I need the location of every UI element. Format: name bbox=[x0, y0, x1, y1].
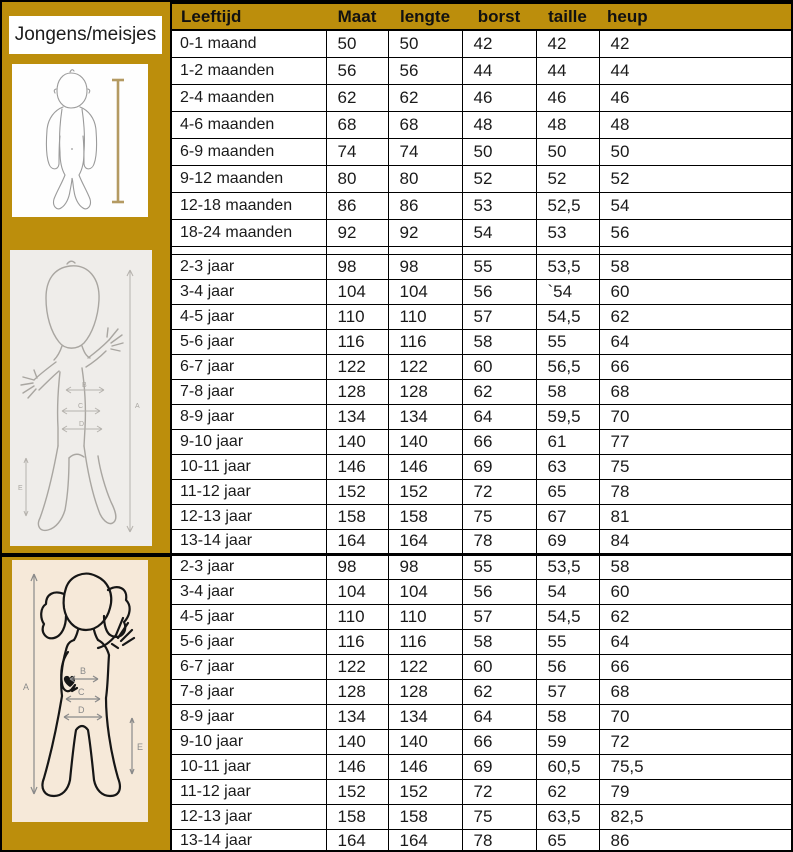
age-cell: 11-12 jaar bbox=[171, 779, 326, 804]
heup-cell: 48 bbox=[599, 111, 792, 138]
borst-cell: 57 bbox=[462, 304, 536, 329]
spacer-cell bbox=[536, 246, 599, 254]
taille-cell: 60,5 bbox=[536, 754, 599, 779]
girls-table-row bbox=[171, 654, 792, 679]
heup-cell: 70 bbox=[599, 404, 792, 429]
heup-cell: 79 bbox=[599, 779, 792, 804]
borst-cell: 69 bbox=[462, 454, 536, 479]
girls-table-row bbox=[171, 779, 792, 804]
heup-cell: 66 bbox=[599, 354, 792, 379]
maat-cell: 98 bbox=[326, 554, 388, 579]
heup-cell: 77 bbox=[599, 429, 792, 454]
girl-label-E: E bbox=[137, 742, 144, 752]
age-cell: 4-6 maanden bbox=[171, 111, 326, 138]
age-cell: 13-14 jaar bbox=[171, 529, 326, 554]
maat-cell: 50 bbox=[326, 30, 388, 57]
maat-cell: 110 bbox=[326, 304, 388, 329]
heup-cell: 66 bbox=[599, 654, 792, 679]
lengte-cell: 68 bbox=[388, 111, 462, 138]
age-cell: 2-3 jaar bbox=[171, 254, 326, 279]
taille-cell: 69 bbox=[536, 529, 599, 554]
borst-cell: 72 bbox=[462, 479, 536, 504]
lengte-cell: 164 bbox=[388, 829, 462, 852]
boy-label-C: C bbox=[78, 403, 84, 410]
maat-cell: 122 bbox=[326, 354, 388, 379]
age-cell: 8-9 jaar bbox=[171, 404, 326, 429]
maat-cell: 98 bbox=[326, 254, 388, 279]
header-lengte: lengte bbox=[388, 3, 462, 30]
age-cell: 12-18 maanden bbox=[171, 192, 326, 219]
maat-cell: 128 bbox=[326, 679, 388, 704]
taille-cell: 52,5 bbox=[536, 192, 599, 219]
lengte-cell: 134 bbox=[388, 404, 462, 429]
borst-cell: 62 bbox=[462, 379, 536, 404]
girls-table-row bbox=[171, 729, 792, 754]
header-heup: heup bbox=[599, 3, 792, 30]
lengte-cell: 152 bbox=[388, 479, 462, 504]
header-row bbox=[171, 3, 792, 30]
boy-label-D: D bbox=[79, 421, 85, 428]
lengte-cell: 104 bbox=[388, 279, 462, 304]
borst-cell: 60 bbox=[462, 354, 536, 379]
maat-cell: 140 bbox=[326, 429, 388, 454]
heup-cell: 56 bbox=[599, 219, 792, 246]
maat-cell: 146 bbox=[326, 454, 388, 479]
lengte-cell: 98 bbox=[388, 554, 462, 579]
age-cell: 7-8 jaar bbox=[171, 379, 326, 404]
borst-cell: 60 bbox=[462, 654, 536, 679]
lengte-cell: 56 bbox=[388, 57, 462, 84]
boy-label-A: A bbox=[135, 403, 140, 410]
age-cell: 12-13 jaar bbox=[171, 504, 326, 529]
borst-cell: 66 bbox=[462, 729, 536, 754]
borst-cell: 78 bbox=[462, 829, 536, 852]
baby-figure-image bbox=[12, 64, 148, 217]
maat-cell: 116 bbox=[326, 629, 388, 654]
borst-cell: 54 bbox=[462, 219, 536, 246]
heup-cell: 82,5 bbox=[599, 804, 792, 829]
maat-cell: 146 bbox=[326, 754, 388, 779]
header-maat: Maat bbox=[326, 3, 388, 30]
header-taille: taille bbox=[536, 3, 599, 30]
girls-table-row bbox=[171, 679, 792, 704]
section-separator-line bbox=[2, 553, 170, 557]
heup-cell: 64 bbox=[599, 329, 792, 354]
age-cell: 10-11 jaar bbox=[171, 754, 326, 779]
heup-cell: 54 bbox=[599, 192, 792, 219]
maat-cell: 158 bbox=[326, 804, 388, 829]
spacer-cell bbox=[462, 246, 536, 254]
category-label: Jongens/meisjes bbox=[9, 16, 162, 54]
boys-table-row bbox=[171, 504, 792, 529]
heup-cell: 60 bbox=[599, 579, 792, 604]
boys-table-row bbox=[171, 404, 792, 429]
taille-cell: 55 bbox=[536, 329, 599, 354]
maat-cell: 104 bbox=[326, 579, 388, 604]
borst-cell: 57 bbox=[462, 604, 536, 629]
spacer-cell bbox=[326, 246, 388, 254]
taille-cell: 44 bbox=[536, 57, 599, 84]
heup-cell: 46 bbox=[599, 84, 792, 111]
girl-label-C: C bbox=[78, 687, 85, 697]
age-cell: 11-12 jaar bbox=[171, 479, 326, 504]
heup-cell: 81 bbox=[599, 504, 792, 529]
age-cell: 10-11 jaar bbox=[171, 454, 326, 479]
taille-cell: 46 bbox=[536, 84, 599, 111]
heup-cell: 62 bbox=[599, 604, 792, 629]
maat-cell: 134 bbox=[326, 404, 388, 429]
taille-cell: 57 bbox=[536, 679, 599, 704]
heup-cell: 62 bbox=[599, 304, 792, 329]
boys-table-row bbox=[171, 329, 792, 354]
taille-cell: 48 bbox=[536, 111, 599, 138]
girls-table-row bbox=[171, 604, 792, 629]
taille-cell: 59,5 bbox=[536, 404, 599, 429]
borst-cell: 64 bbox=[462, 704, 536, 729]
age-cell: 4-5 jaar bbox=[171, 304, 326, 329]
age-cell: 12-13 jaar bbox=[171, 804, 326, 829]
lengte-cell: 116 bbox=[388, 629, 462, 654]
spacer-cell bbox=[388, 246, 462, 254]
lengte-cell: 152 bbox=[388, 779, 462, 804]
taille-cell: 61 bbox=[536, 429, 599, 454]
girls-table-row bbox=[171, 804, 792, 829]
lengte-cell: 62 bbox=[388, 84, 462, 111]
baby-table-row bbox=[171, 111, 792, 138]
baby-outline-icon bbox=[12, 64, 148, 217]
taille-cell: 63,5 bbox=[536, 804, 599, 829]
taille-cell: 53,5 bbox=[536, 554, 599, 579]
age-cell: 9-12 maanden bbox=[171, 165, 326, 192]
maat-cell: 140 bbox=[326, 729, 388, 754]
borst-cell: 55 bbox=[462, 254, 536, 279]
lengte-cell: 140 bbox=[388, 429, 462, 454]
taille-cell: 67 bbox=[536, 504, 599, 529]
taille-cell: 56,5 bbox=[536, 354, 599, 379]
taille-cell: `54 bbox=[536, 279, 599, 304]
age-cell: 6-7 jaar bbox=[171, 354, 326, 379]
maat-cell: 122 bbox=[326, 654, 388, 679]
lengte-cell: 140 bbox=[388, 729, 462, 754]
lengte-cell: 80 bbox=[388, 165, 462, 192]
age-cell: 8-9 jaar bbox=[171, 704, 326, 729]
boy-label-E: E bbox=[18, 485, 23, 492]
baby-table-row bbox=[171, 192, 792, 219]
lengte-cell: 92 bbox=[388, 219, 462, 246]
heup-cell: 78 bbox=[599, 479, 792, 504]
borst-cell: 50 bbox=[462, 138, 536, 165]
heup-cell: 64 bbox=[599, 629, 792, 654]
maat-cell: 104 bbox=[326, 279, 388, 304]
header-leeftijd: Leeftijd bbox=[171, 3, 326, 30]
age-cell: 5-6 jaar bbox=[171, 629, 326, 654]
age-cell: 6-7 jaar bbox=[171, 654, 326, 679]
age-cell: 3-4 jaar bbox=[171, 279, 326, 304]
lengte-cell: 50 bbox=[388, 30, 462, 57]
lengte-cell: 110 bbox=[388, 304, 462, 329]
age-cell: 2-3 jaar bbox=[171, 554, 326, 579]
maat-cell: 152 bbox=[326, 779, 388, 804]
borst-cell: 42 bbox=[462, 30, 536, 57]
girls-table-row bbox=[171, 704, 792, 729]
heup-cell: 72 bbox=[599, 729, 792, 754]
borst-cell: 58 bbox=[462, 329, 536, 354]
girls-table-row bbox=[171, 579, 792, 604]
sidebar bbox=[2, 2, 170, 850]
baby-table-row bbox=[171, 30, 792, 57]
boy-measure-arrows bbox=[24, 270, 133, 532]
borst-cell: 64 bbox=[462, 404, 536, 429]
age-cell: 7-8 jaar bbox=[171, 679, 326, 704]
baby-table-row bbox=[171, 57, 792, 84]
maat-cell: 68 bbox=[326, 111, 388, 138]
girl-outline-icon bbox=[12, 560, 148, 822]
table-body bbox=[171, 30, 792, 852]
age-cell: 9-10 jaar bbox=[171, 729, 326, 754]
lengte-cell: 158 bbox=[388, 504, 462, 529]
boys-table-row bbox=[171, 429, 792, 454]
taille-cell: 52 bbox=[536, 165, 599, 192]
borst-cell: 53 bbox=[462, 192, 536, 219]
spacer-cell bbox=[599, 246, 792, 254]
heup-cell: 68 bbox=[599, 679, 792, 704]
lengte-cell: 98 bbox=[388, 254, 462, 279]
maat-cell: 74 bbox=[326, 138, 388, 165]
borst-cell: 46 bbox=[462, 84, 536, 111]
lengte-cell: 74 bbox=[388, 138, 462, 165]
borst-cell: 56 bbox=[462, 579, 536, 604]
taille-cell: 53 bbox=[536, 219, 599, 246]
maat-cell: 116 bbox=[326, 329, 388, 354]
lengte-cell: 146 bbox=[388, 454, 462, 479]
girl-label-A: A bbox=[23, 682, 30, 692]
borst-cell: 69 bbox=[462, 754, 536, 779]
maat-cell: 128 bbox=[326, 379, 388, 404]
borst-cell: 52 bbox=[462, 165, 536, 192]
heup-cell: 52 bbox=[599, 165, 792, 192]
lengte-cell: 146 bbox=[388, 754, 462, 779]
borst-cell: 44 bbox=[462, 57, 536, 84]
maat-cell: 164 bbox=[326, 529, 388, 554]
age-cell: 3-4 jaar bbox=[171, 579, 326, 604]
taille-cell: 58 bbox=[536, 379, 599, 404]
taille-cell: 59 bbox=[536, 729, 599, 754]
taille-cell: 65 bbox=[536, 479, 599, 504]
heup-cell: 58 bbox=[599, 254, 792, 279]
girl-measure-arrows bbox=[31, 574, 134, 794]
borst-cell: 66 bbox=[462, 429, 536, 454]
borst-cell: 72 bbox=[462, 779, 536, 804]
taille-cell: 54,5 bbox=[536, 604, 599, 629]
boys-table-row bbox=[171, 279, 792, 304]
maat-cell: 158 bbox=[326, 504, 388, 529]
girl-label-D: D bbox=[78, 705, 85, 715]
girls-table-row bbox=[171, 829, 792, 852]
lengte-cell: 128 bbox=[388, 679, 462, 704]
lengte-cell: 128 bbox=[388, 379, 462, 404]
taille-cell: 50 bbox=[536, 138, 599, 165]
boy-label-B: B bbox=[82, 382, 87, 389]
boys-table-row bbox=[171, 479, 792, 504]
borst-cell: 62 bbox=[462, 679, 536, 704]
boys-table-row bbox=[171, 379, 792, 404]
baby-table-row bbox=[171, 138, 792, 165]
borst-cell: 56 bbox=[462, 279, 536, 304]
borst-cell: 75 bbox=[462, 504, 536, 529]
boys-table-row bbox=[171, 254, 792, 279]
baby-table-row bbox=[171, 219, 792, 246]
lengte-cell: 122 bbox=[388, 654, 462, 679]
maat-cell: 152 bbox=[326, 479, 388, 504]
boys-table-row bbox=[171, 529, 792, 554]
age-cell: 6-9 maanden bbox=[171, 138, 326, 165]
maat-cell: 164 bbox=[326, 829, 388, 852]
maat-cell: 56 bbox=[326, 57, 388, 84]
lengte-cell: 122 bbox=[388, 354, 462, 379]
size-table-area bbox=[170, 2, 791, 850]
lengte-cell: 164 bbox=[388, 529, 462, 554]
size-table bbox=[170, 2, 793, 852]
age-cell: 13-14 jaar bbox=[171, 829, 326, 852]
borst-cell: 55 bbox=[462, 554, 536, 579]
girl-figure-image bbox=[12, 560, 148, 822]
taille-cell: 54,5 bbox=[536, 304, 599, 329]
age-cell: 18-24 maanden bbox=[171, 219, 326, 246]
heup-cell: 68 bbox=[599, 379, 792, 404]
age-cell: 1-2 maanden bbox=[171, 57, 326, 84]
borst-cell: 58 bbox=[462, 629, 536, 654]
heup-cell: 44 bbox=[599, 57, 792, 84]
lengte-cell: 110 bbox=[388, 604, 462, 629]
heup-cell: 60 bbox=[599, 279, 792, 304]
taille-cell: 63 bbox=[536, 454, 599, 479]
borst-cell: 48 bbox=[462, 111, 536, 138]
spacer-row bbox=[171, 246, 792, 254]
spacer-cell bbox=[171, 246, 326, 254]
height-measure-line bbox=[112, 80, 124, 202]
heup-cell: 75 bbox=[599, 454, 792, 479]
age-cell: 0-1 maand bbox=[171, 30, 326, 57]
baby-table-row bbox=[171, 84, 792, 111]
girls-table-row bbox=[171, 554, 792, 579]
heup-cell: 58 bbox=[599, 554, 792, 579]
taille-cell: 65 bbox=[536, 829, 599, 852]
boy-figure-image bbox=[10, 250, 152, 546]
heup-cell: 86 bbox=[599, 829, 792, 852]
age-cell: 9-10 jaar bbox=[171, 429, 326, 454]
maat-cell: 92 bbox=[326, 219, 388, 246]
boys-table-row bbox=[171, 304, 792, 329]
taille-cell: 53,5 bbox=[536, 254, 599, 279]
girls-table-row bbox=[171, 754, 792, 779]
borst-cell: 75 bbox=[462, 804, 536, 829]
lengte-cell: 104 bbox=[388, 579, 462, 604]
boy-outline-icon bbox=[10, 250, 152, 546]
lengte-cell: 86 bbox=[388, 192, 462, 219]
maat-cell: 86 bbox=[326, 192, 388, 219]
taille-cell: 55 bbox=[536, 629, 599, 654]
age-cell: 5-6 jaar bbox=[171, 329, 326, 354]
header-borst: borst bbox=[462, 3, 536, 30]
taille-cell: 58 bbox=[536, 704, 599, 729]
maat-cell: 80 bbox=[326, 165, 388, 192]
lengte-cell: 158 bbox=[388, 804, 462, 829]
boys-table-row bbox=[171, 454, 792, 479]
baby-table-row bbox=[171, 165, 792, 192]
taille-cell: 62 bbox=[536, 779, 599, 804]
maat-cell: 62 bbox=[326, 84, 388, 111]
lengte-cell: 116 bbox=[388, 329, 462, 354]
heup-cell: 50 bbox=[599, 138, 792, 165]
taille-cell: 54 bbox=[536, 579, 599, 604]
heup-cell: 75,5 bbox=[599, 754, 792, 779]
boys-table-row bbox=[171, 354, 792, 379]
girls-table-row bbox=[171, 629, 792, 654]
heup-cell: 84 bbox=[599, 529, 792, 554]
maat-cell: 110 bbox=[326, 604, 388, 629]
girl-label-B: B bbox=[80, 666, 87, 676]
heup-cell: 70 bbox=[599, 704, 792, 729]
lengte-cell: 134 bbox=[388, 704, 462, 729]
taille-cell: 56 bbox=[536, 654, 599, 679]
taille-cell: 42 bbox=[536, 30, 599, 57]
borst-cell: 78 bbox=[462, 529, 536, 554]
age-cell: 4-5 jaar bbox=[171, 604, 326, 629]
age-cell: 2-4 maanden bbox=[171, 84, 326, 111]
maat-cell: 134 bbox=[326, 704, 388, 729]
heup-cell: 42 bbox=[599, 30, 792, 57]
